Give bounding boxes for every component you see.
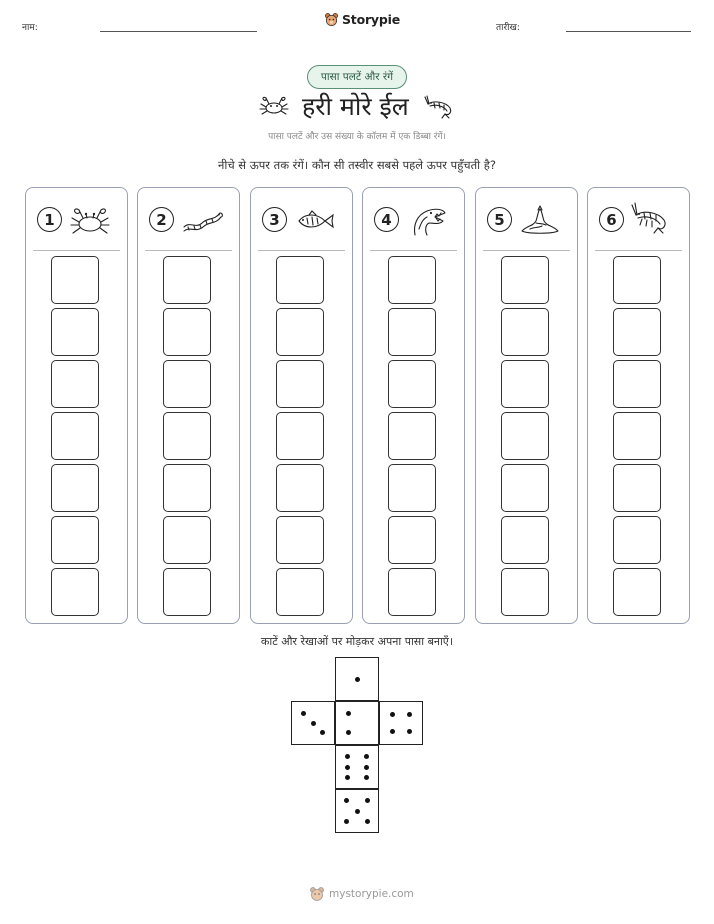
color-box[interactable] [163, 568, 211, 616]
die-pip [311, 721, 316, 726]
color-box[interactable] [501, 568, 549, 616]
column-number: 1 [37, 207, 62, 232]
color-box[interactable] [51, 256, 99, 304]
die-pip [345, 754, 350, 759]
color-box[interactable] [388, 256, 436, 304]
die-pip [344, 798, 349, 803]
color-box[interactable] [501, 412, 549, 460]
color-box[interactable] [163, 360, 211, 408]
column-6 [587, 187, 690, 624]
column-4 [362, 187, 465, 624]
color-box[interactable] [163, 464, 211, 512]
bear-icon [324, 12, 339, 27]
color-box[interactable] [51, 360, 99, 408]
die-pip [364, 775, 369, 780]
die-pip [365, 798, 370, 803]
die-face-2 [335, 701, 379, 745]
activity-tag: पासा पलटें और रंगें [307, 65, 407, 89]
bear-icon [309, 886, 325, 902]
color-box[interactable] [163, 516, 211, 564]
cut-fold-instruction: काटें और रेखाओं पर मोड़कर अपना पासा बनाएँ। [260, 635, 454, 648]
color-box[interactable] [501, 308, 549, 356]
column-number: 5 [487, 207, 512, 232]
color-box[interactable] [613, 464, 661, 512]
color-box[interactable] [276, 516, 324, 564]
crab-icon [68, 201, 112, 239]
shrimp-icon [630, 201, 674, 239]
question-text: नीचे से ऊपर तक रंगें। कौन सी तस्वीर सबसे पहले ऊपर पहुँचती है? [217, 158, 497, 172]
die-pip [320, 730, 325, 735]
color-box[interactable] [388, 464, 436, 512]
die-face-4 [379, 701, 423, 745]
die-pip [301, 711, 306, 716]
name-label: नाम: [22, 23, 38, 33]
color-box[interactable] [613, 256, 661, 304]
color-box[interactable] [276, 464, 324, 512]
die-pip [407, 712, 412, 717]
column-3 [250, 187, 353, 624]
die-pip [355, 677, 360, 682]
name-line [100, 31, 257, 32]
column-divider [483, 250, 570, 251]
color-box[interactable] [613, 360, 661, 408]
column-divider [258, 250, 345, 251]
column-number: 6 [599, 207, 624, 232]
color-box[interactable] [388, 568, 436, 616]
color-box[interactable] [276, 568, 324, 616]
die-pip [345, 775, 350, 780]
column-1 [25, 187, 128, 624]
page-title: हरी मोरे ईल [302, 92, 409, 121]
crab-icon [258, 92, 290, 118]
color-box[interactable] [276, 256, 324, 304]
column-2 [137, 187, 240, 624]
color-box[interactable] [163, 308, 211, 356]
color-box[interactable] [501, 516, 549, 564]
color-box[interactable] [613, 412, 661, 460]
die-face-1 [335, 657, 379, 701]
color-box[interactable] [276, 360, 324, 408]
color-box[interactable] [51, 516, 99, 564]
color-box[interactable] [163, 256, 211, 304]
die-face-5 [335, 789, 379, 833]
color-box[interactable] [501, 256, 549, 304]
color-box[interactable] [613, 516, 661, 564]
color-box[interactable] [51, 464, 99, 512]
pasta-icon [518, 201, 562, 239]
die-pip [344, 819, 349, 824]
die-pip [364, 765, 369, 770]
moray-eel-icon [405, 201, 449, 239]
die-pip [364, 754, 369, 759]
die-pip [355, 809, 360, 814]
die-pip [390, 712, 395, 717]
die-pip [345, 765, 350, 770]
color-box[interactable] [613, 308, 661, 356]
shrimp-icon [424, 94, 456, 120]
die-pip [407, 729, 412, 734]
footer-site[interactable]: mystorypie.com [329, 888, 414, 900]
column-number: 4 [374, 207, 399, 232]
brand-logo [324, 12, 400, 27]
die-pip [365, 819, 370, 824]
fish-icon [293, 201, 337, 239]
color-box[interactable] [51, 308, 99, 356]
column-divider [33, 250, 120, 251]
footer [309, 886, 414, 902]
column-number: 3 [262, 207, 287, 232]
color-box[interactable] [388, 308, 436, 356]
color-box[interactable] [613, 568, 661, 616]
column-divider [145, 250, 232, 251]
color-box[interactable] [388, 360, 436, 408]
color-box[interactable] [276, 308, 324, 356]
date-line [566, 31, 691, 32]
color-box[interactable] [388, 412, 436, 460]
die-pip [346, 730, 351, 735]
color-box[interactable] [51, 412, 99, 460]
color-box[interactable] [388, 516, 436, 564]
color-box[interactable] [163, 412, 211, 460]
column-number: 2 [149, 207, 174, 232]
date-label: तारीख: [496, 23, 520, 33]
brand-name: Storypie [342, 12, 400, 27]
die-pip [390, 729, 395, 734]
column-divider [370, 250, 457, 251]
color-box[interactable] [501, 464, 549, 512]
die-pip [346, 711, 351, 716]
color-box[interactable] [51, 568, 99, 616]
eel-icon [180, 201, 224, 239]
die-face-6 [335, 745, 379, 789]
column-5 [475, 187, 578, 624]
color-box[interactable] [276, 412, 324, 460]
column-divider [595, 250, 682, 251]
die-face-3 [291, 701, 335, 745]
color-box[interactable] [501, 360, 549, 408]
subtitle-instruction: पासा पलटें और उस संख्या के कॉलम में एक डिब्बा रंगें। [268, 132, 446, 142]
